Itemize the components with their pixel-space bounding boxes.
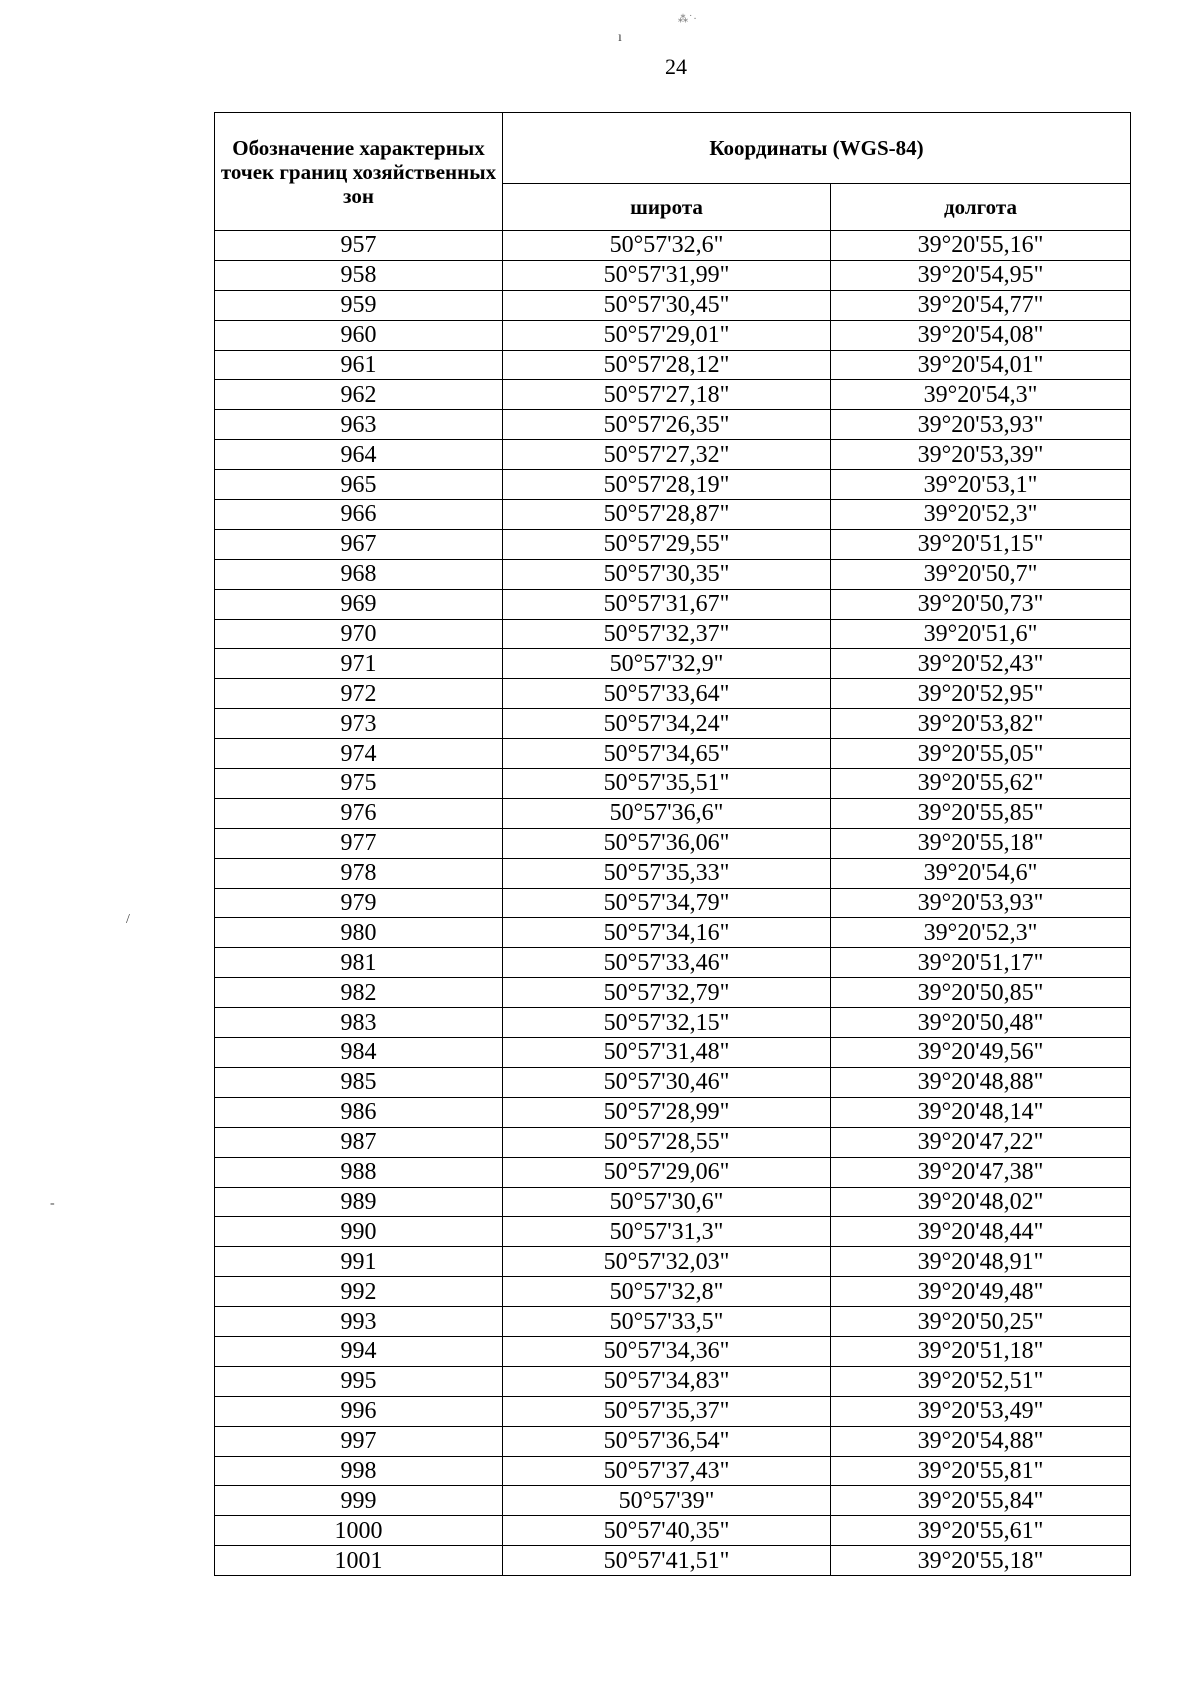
latitude-cell: 50°57'31,48" [503, 1038, 831, 1068]
point-id-cell: 963 [215, 410, 503, 440]
table-row [215, 1157, 1131, 1187]
longitude-cell: 39°20'52,3" [831, 500, 1131, 530]
longitude-cell: 39°20'48,44" [831, 1217, 1131, 1247]
latitude-cell: 50°57'32,79" [503, 978, 831, 1008]
table-row [215, 769, 1131, 799]
longitude-cell: 39°20'55,18" [831, 1546, 1131, 1576]
longitude-cell: 39°20'48,14" [831, 1097, 1131, 1127]
latitude-cell: 50°57'28,12" [503, 350, 831, 380]
page-number: 24 [665, 54, 687, 79]
latitude-cell: 50°57'34,79" [503, 888, 831, 918]
table-row [215, 1366, 1131, 1396]
table-row [215, 619, 1131, 649]
latitude-cell: 50°57'26,35" [503, 410, 831, 440]
latitude-cell: 50°57'32,15" [503, 1008, 831, 1038]
longitude-cell: 39°20'53,93" [831, 410, 1131, 440]
point-id-cell: 971 [215, 649, 503, 679]
latitude-cell: 50°57'30,6" [503, 1187, 831, 1217]
point-id-cell: 973 [215, 709, 503, 739]
table-row [215, 410, 1131, 440]
point-id-cell: 1000 [215, 1516, 503, 1546]
point-id-cell: 970 [215, 619, 503, 649]
longitude-cell: 39°20'53,49" [831, 1396, 1131, 1426]
latitude-cell: 50°57'28,19" [503, 470, 831, 500]
longitude-cell: 39°20'47,38" [831, 1157, 1131, 1187]
point-id-cell: 994 [215, 1336, 503, 1366]
header-point-designation: Обозначение характерных точек границ хозяйственных зон [215, 113, 503, 231]
point-id-cell: 977 [215, 828, 503, 858]
table-row [215, 948, 1131, 978]
table-row [215, 649, 1131, 679]
latitude-cell: 50°57'32,8" [503, 1277, 831, 1307]
longitude-cell: 39°20'52,95" [831, 679, 1131, 709]
point-id-cell: 989 [215, 1187, 503, 1217]
longitude-cell: 39°20'48,91" [831, 1247, 1131, 1277]
longitude-cell: 39°20'55,62" [831, 769, 1131, 799]
longitude-cell: 39°20'50,7" [831, 559, 1131, 589]
point-id-cell: 982 [215, 978, 503, 1008]
table-row [215, 679, 1131, 709]
point-id-cell: 957 [215, 231, 503, 261]
latitude-cell: 50°57'34,65" [503, 739, 831, 769]
point-id-cell: 999 [215, 1486, 503, 1516]
table-row [215, 529, 1131, 559]
latitude-cell: 50°57'31,99" [503, 260, 831, 290]
latitude-cell: 50°57'33,5" [503, 1307, 831, 1337]
table-row [215, 798, 1131, 828]
latitude-cell: 50°57'34,24" [503, 709, 831, 739]
latitude-cell: 50°57'36,54" [503, 1426, 831, 1456]
longitude-cell: 39°20'55,81" [831, 1456, 1131, 1486]
point-id-cell: 962 [215, 380, 503, 410]
point-id-cell: 974 [215, 739, 503, 769]
longitude-cell: 39°20'53,1" [831, 470, 1131, 500]
longitude-cell: 39°20'54,01" [831, 350, 1131, 380]
latitude-cell: 50°57'34,83" [503, 1366, 831, 1396]
point-id-cell: 965 [215, 470, 503, 500]
point-id-cell: 978 [215, 858, 503, 888]
longitude-cell: 39°20'50,85" [831, 978, 1131, 1008]
longitude-cell: 39°20'54,88" [831, 1426, 1131, 1456]
table-row [215, 1516, 1131, 1546]
latitude-cell: 50°57'35,37" [503, 1396, 831, 1426]
latitude-cell: 50°57'29,55" [503, 529, 831, 559]
longitude-cell: 39°20'55,16" [831, 231, 1131, 261]
latitude-cell: 50°57'40,35" [503, 1516, 831, 1546]
table-row [215, 559, 1131, 589]
latitude-cell: 50°57'33,46" [503, 948, 831, 978]
header-longitude: долгота [831, 184, 1131, 231]
point-id-cell: 976 [215, 798, 503, 828]
latitude-cell: 50°57'32,37" [503, 619, 831, 649]
latitude-cell: 50°57'28,99" [503, 1097, 831, 1127]
table-row [215, 978, 1131, 1008]
table-row [215, 828, 1131, 858]
longitude-cell: 39°20'54,77" [831, 290, 1131, 320]
latitude-cell: 50°57'37,43" [503, 1456, 831, 1486]
longitude-cell: 39°20'55,18" [831, 828, 1131, 858]
point-id-cell: 998 [215, 1456, 503, 1486]
longitude-cell: 39°20'55,85" [831, 798, 1131, 828]
header-coordinates: Координаты (WGS-84) [503, 113, 1131, 184]
table-row [215, 739, 1131, 769]
longitude-cell: 39°20'51,6" [831, 619, 1131, 649]
table-row [215, 1127, 1131, 1157]
latitude-cell: 50°57'27,32" [503, 440, 831, 470]
longitude-cell: 39°20'54,08" [831, 320, 1131, 350]
longitude-cell: 39°20'48,88" [831, 1067, 1131, 1097]
longitude-cell: 39°20'54,6" [831, 858, 1131, 888]
longitude-cell: 39°20'49,56" [831, 1038, 1131, 1068]
point-id-cell: 991 [215, 1247, 503, 1277]
longitude-cell: 39°20'52,43" [831, 649, 1131, 679]
longitude-cell: 39°20'54,95" [831, 260, 1131, 290]
table-row [215, 1336, 1131, 1366]
point-id-cell: 966 [215, 500, 503, 530]
latitude-cell: 50°57'30,35" [503, 559, 831, 589]
table-row [215, 1396, 1131, 1426]
table-row [215, 1307, 1131, 1337]
point-id-cell: 985 [215, 1067, 503, 1097]
table-row [215, 1426, 1131, 1456]
longitude-cell: 39°20'54,3" [831, 380, 1131, 410]
table-row [215, 709, 1131, 739]
table-row [215, 440, 1131, 470]
point-id-cell: 996 [215, 1396, 503, 1426]
latitude-cell: 50°57'32,6" [503, 231, 831, 261]
latitude-cell: 50°57'28,55" [503, 1127, 831, 1157]
point-id-cell: 997 [215, 1426, 503, 1456]
point-id-cell: 959 [215, 290, 503, 320]
longitude-cell: 39°20'53,93" [831, 888, 1131, 918]
table-row [215, 350, 1131, 380]
table-row [215, 470, 1131, 500]
point-id-cell: 964 [215, 440, 503, 470]
longitude-cell: 39°20'55,05" [831, 739, 1131, 769]
longitude-cell: 39°20'55,84" [831, 1486, 1131, 1516]
latitude-cell: 50°57'29,06" [503, 1157, 831, 1187]
point-id-cell: 969 [215, 589, 503, 619]
latitude-cell: 50°57'39" [503, 1486, 831, 1516]
table-row [215, 1546, 1131, 1576]
point-id-cell: 995 [215, 1366, 503, 1396]
table-row [215, 589, 1131, 619]
latitude-cell: 50°57'31,67" [503, 589, 831, 619]
point-id-cell: 975 [215, 769, 503, 799]
latitude-cell: 50°57'31,3" [503, 1217, 831, 1247]
longitude-cell: 39°20'49,48" [831, 1277, 1131, 1307]
latitude-cell: 50°57'34,36" [503, 1336, 831, 1366]
table-row [215, 1247, 1131, 1277]
table-row [215, 1067, 1131, 1097]
latitude-cell: 50°57'32,9" [503, 649, 831, 679]
latitude-cell: 50°57'30,45" [503, 290, 831, 320]
latitude-cell: 50°57'32,03" [503, 1247, 831, 1277]
latitude-cell: 50°57'28,87" [503, 500, 831, 530]
table-row [215, 1097, 1131, 1127]
point-id-cell: 983 [215, 1008, 503, 1038]
point-id-cell: 968 [215, 559, 503, 589]
point-id-cell: 1001 [215, 1546, 503, 1576]
table-row [215, 1038, 1131, 1068]
table-row [215, 1187, 1131, 1217]
table-row [215, 1486, 1131, 1516]
point-id-cell: 986 [215, 1097, 503, 1127]
point-id-cell: 990 [215, 1217, 503, 1247]
scan-artifact-tick: / [126, 912, 130, 927]
point-id-cell: 960 [215, 320, 503, 350]
longitude-cell: 39°20'53,39" [831, 440, 1131, 470]
scan-artifact-dash: - [50, 1196, 55, 1211]
table-row [215, 320, 1131, 350]
table-row [215, 260, 1131, 290]
longitude-cell: 39°20'52,51" [831, 1366, 1131, 1396]
table-row [215, 918, 1131, 948]
scan-artifact-dot: ı [618, 30, 622, 45]
table-row [215, 500, 1131, 530]
longitude-cell: 39°20'47,22" [831, 1127, 1131, 1157]
latitude-cell: 50°57'36,06" [503, 828, 831, 858]
longitude-cell: 39°20'51,17" [831, 948, 1131, 978]
latitude-cell: 50°57'30,46" [503, 1067, 831, 1097]
point-id-cell: 961 [215, 350, 503, 380]
latitude-cell: 50°57'41,51" [503, 1546, 831, 1576]
longitude-cell: 39°20'51,15" [831, 529, 1131, 559]
point-id-cell: 979 [215, 888, 503, 918]
latitude-cell: 50°57'35,51" [503, 769, 831, 799]
table-row [215, 888, 1131, 918]
coordinates-table [214, 112, 1131, 1576]
table-row [215, 231, 1131, 261]
table-row [215, 380, 1131, 410]
longitude-cell: 39°20'48,02" [831, 1187, 1131, 1217]
table-row [215, 290, 1131, 320]
table-row [215, 1008, 1131, 1038]
table-header [215, 113, 1131, 231]
point-id-cell: 987 [215, 1127, 503, 1157]
longitude-cell: 39°20'50,73" [831, 589, 1131, 619]
latitude-cell: 50°57'34,16" [503, 918, 831, 948]
point-id-cell: 980 [215, 918, 503, 948]
longitude-cell: 39°20'50,25" [831, 1307, 1131, 1337]
longitude-cell: 39°20'53,82" [831, 709, 1131, 739]
latitude-cell: 50°57'27,18" [503, 380, 831, 410]
point-id-cell: 992 [215, 1277, 503, 1307]
point-id-cell: 993 [215, 1307, 503, 1337]
point-id-cell: 967 [215, 529, 503, 559]
latitude-cell: 50°57'33,64" [503, 679, 831, 709]
point-id-cell: 988 [215, 1157, 503, 1187]
header-latitude: широта [503, 184, 831, 231]
scan-artifact-mark: ⁂˙· [678, 14, 698, 25]
table-row [215, 1217, 1131, 1247]
longitude-cell: 39°20'50,48" [831, 1008, 1131, 1038]
latitude-cell: 50°57'36,6" [503, 798, 831, 828]
point-id-cell: 958 [215, 260, 503, 290]
table-row [215, 1277, 1131, 1307]
table-row [215, 1456, 1131, 1486]
point-id-cell: 981 [215, 948, 503, 978]
point-id-cell: 972 [215, 679, 503, 709]
longitude-cell: 39°20'51,18" [831, 1336, 1131, 1366]
table-row [215, 858, 1131, 888]
point-id-cell: 984 [215, 1038, 503, 1068]
longitude-cell: 39°20'55,61" [831, 1516, 1131, 1546]
latitude-cell: 50°57'29,01" [503, 320, 831, 350]
table-body [215, 231, 1131, 1576]
latitude-cell: 50°57'35,33" [503, 858, 831, 888]
longitude-cell: 39°20'52,3" [831, 918, 1131, 948]
